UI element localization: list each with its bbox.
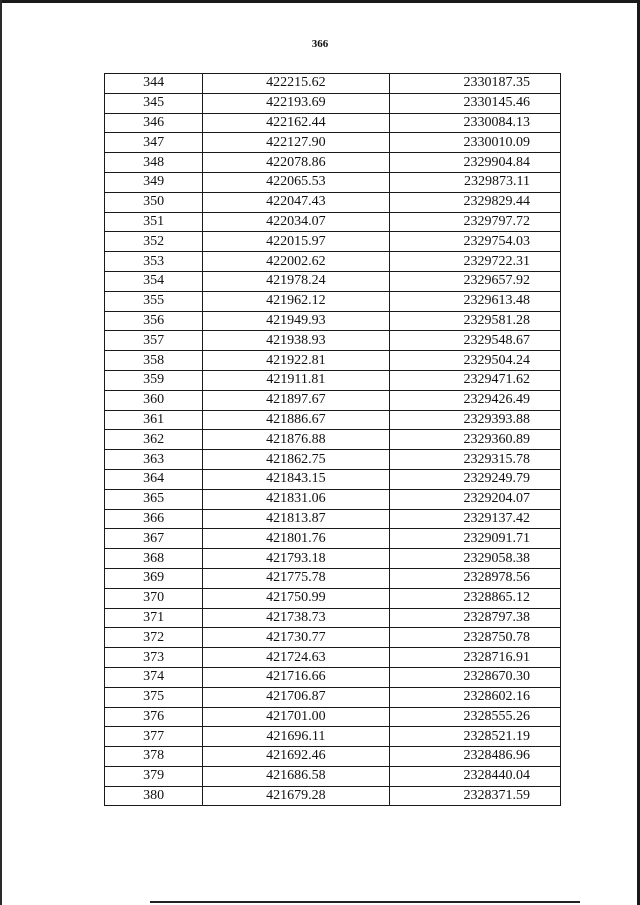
y-coordinate-cell: 2330145.46	[389, 93, 560, 113]
table-row	[105, 529, 561, 549]
point-number-cell: 352	[105, 232, 203, 252]
point-number-cell: 361	[105, 410, 203, 430]
table-row	[105, 113, 561, 133]
table-row	[105, 588, 561, 608]
point-number-cell: 345	[105, 93, 203, 113]
y-coordinate-cell: 2329426.49	[389, 390, 560, 410]
y-coordinate-cell: 2328670.30	[389, 667, 560, 687]
y-coordinate-cell: 2329722.31	[389, 252, 560, 272]
point-number-cell: 368	[105, 549, 203, 569]
y-coordinate-cell: 2329471.62	[389, 370, 560, 390]
x-coordinate-cell: 421692.46	[203, 747, 389, 767]
point-number-cell: 380	[105, 786, 203, 806]
point-number-cell: 379	[105, 766, 203, 786]
x-coordinate-cell: 421679.28	[203, 786, 389, 806]
point-number-cell: 355	[105, 291, 203, 311]
y-coordinate-cell: 2329091.71	[389, 529, 560, 549]
coordinate-table-body	[105, 74, 561, 806]
y-coordinate-cell: 2328797.38	[389, 608, 560, 628]
table-row	[105, 172, 561, 192]
x-coordinate-cell: 421938.93	[203, 331, 389, 351]
y-coordinate-cell: 2329504.24	[389, 351, 560, 371]
y-coordinate-cell: 2328486.96	[389, 747, 560, 767]
x-coordinate-cell: 421813.87	[203, 509, 389, 529]
x-coordinate-cell: 421738.73	[203, 608, 389, 628]
table-row	[105, 93, 561, 113]
point-number-cell: 360	[105, 390, 203, 410]
point-number-cell: 364	[105, 469, 203, 489]
point-number-cell: 375	[105, 687, 203, 707]
point-number-cell: 362	[105, 430, 203, 450]
x-coordinate-cell: 421706.87	[203, 687, 389, 707]
y-coordinate-cell: 2328521.19	[389, 727, 560, 747]
table-row	[105, 390, 561, 410]
point-number-cell: 365	[105, 489, 203, 509]
x-coordinate-cell: 421949.93	[203, 311, 389, 331]
scan-border-left	[0, 0, 2, 905]
y-coordinate-cell: 2328750.78	[389, 628, 560, 648]
table-row	[105, 153, 561, 173]
y-coordinate-cell: 2329581.28	[389, 311, 560, 331]
y-coordinate-cell: 2329548.67	[389, 331, 560, 351]
point-number-cell: 350	[105, 192, 203, 212]
table-row	[105, 252, 561, 272]
y-coordinate-cell: 2328602.16	[389, 687, 560, 707]
point-number-cell: 376	[105, 707, 203, 727]
y-coordinate-cell: 2329249.79	[389, 469, 560, 489]
point-number-cell: 349	[105, 172, 203, 192]
y-coordinate-cell: 2329829.44	[389, 192, 560, 212]
table-row	[105, 667, 561, 687]
point-number-cell: 346	[105, 113, 203, 133]
x-coordinate-cell: 422015.97	[203, 232, 389, 252]
x-coordinate-cell: 421978.24	[203, 271, 389, 291]
table-row	[105, 766, 561, 786]
y-coordinate-cell: 2330010.09	[389, 133, 560, 153]
coordinate-table	[104, 73, 561, 806]
point-number-cell: 369	[105, 568, 203, 588]
table-row	[105, 232, 561, 252]
point-number-cell: 357	[105, 331, 203, 351]
x-coordinate-cell: 422034.07	[203, 212, 389, 232]
point-number-cell: 377	[105, 727, 203, 747]
x-coordinate-cell: 421793.18	[203, 549, 389, 569]
point-number-cell: 373	[105, 648, 203, 668]
table-row	[105, 747, 561, 767]
y-coordinate-cell: 2330084.13	[389, 113, 560, 133]
x-coordinate-cell: 421696.11	[203, 727, 389, 747]
table-row	[105, 628, 561, 648]
point-number-cell: 348	[105, 153, 203, 173]
point-number-cell: 351	[105, 212, 203, 232]
point-number-cell: 374	[105, 667, 203, 687]
y-coordinate-cell: 2329058.38	[389, 549, 560, 569]
page-number: 366	[311, 38, 329, 50]
x-coordinate-cell: 421843.15	[203, 469, 389, 489]
y-coordinate-cell: 2329904.84	[389, 153, 560, 173]
table-row	[105, 351, 561, 371]
table-row	[105, 370, 561, 390]
table-row	[105, 331, 561, 351]
table-row	[105, 271, 561, 291]
table-row	[105, 687, 561, 707]
x-coordinate-cell: 421701.00	[203, 707, 389, 727]
x-coordinate-cell: 422047.43	[203, 192, 389, 212]
x-coordinate-cell: 421716.66	[203, 667, 389, 687]
y-coordinate-cell: 2329873.11	[389, 172, 560, 192]
point-number-cell: 372	[105, 628, 203, 648]
y-coordinate-cell: 2329657.92	[389, 271, 560, 291]
y-coordinate-cell: 2328555.26	[389, 707, 560, 727]
y-coordinate-cell: 2328440.04	[389, 766, 560, 786]
table-row	[105, 489, 561, 509]
point-number-cell: 347	[105, 133, 203, 153]
y-coordinate-cell: 2328716.91	[389, 648, 560, 668]
y-coordinate-cell: 2329393.88	[389, 410, 560, 430]
x-coordinate-cell: 422215.62	[203, 74, 389, 94]
table-row	[105, 707, 561, 727]
table-row	[105, 311, 561, 331]
scan-border-top	[0, 0, 640, 3]
x-coordinate-cell: 422002.62	[203, 252, 389, 272]
x-coordinate-cell: 422065.53	[203, 172, 389, 192]
point-number-cell: 371	[105, 608, 203, 628]
y-coordinate-cell: 2329613.48	[389, 291, 560, 311]
point-number-cell: 353	[105, 252, 203, 272]
point-number-cell: 367	[105, 529, 203, 549]
table-row	[105, 192, 561, 212]
x-coordinate-cell: 422127.90	[203, 133, 389, 153]
x-coordinate-cell: 421911.81	[203, 370, 389, 390]
table-row	[105, 450, 561, 470]
table-row	[105, 608, 561, 628]
point-number-cell: 363	[105, 450, 203, 470]
y-coordinate-cell: 2329360.89	[389, 430, 560, 450]
table-row	[105, 430, 561, 450]
table-row	[105, 212, 561, 232]
table-row	[105, 568, 561, 588]
table-row	[105, 549, 561, 569]
x-coordinate-cell: 422193.69	[203, 93, 389, 113]
y-coordinate-cell: 2328978.56	[389, 568, 560, 588]
point-number-cell: 370	[105, 588, 203, 608]
scan-border-bottom	[150, 901, 580, 903]
x-coordinate-cell: 421897.67	[203, 390, 389, 410]
table-row	[105, 291, 561, 311]
x-coordinate-cell: 421831.06	[203, 489, 389, 509]
x-coordinate-cell: 421962.12	[203, 291, 389, 311]
y-coordinate-cell: 2329137.42	[389, 509, 560, 529]
x-coordinate-cell: 421876.88	[203, 430, 389, 450]
y-coordinate-cell: 2330187.35	[389, 74, 560, 94]
x-coordinate-cell: 421886.67	[203, 410, 389, 430]
x-coordinate-cell: 421750.99	[203, 588, 389, 608]
y-coordinate-cell: 2329315.78	[389, 450, 560, 470]
point-number-cell: 354	[105, 271, 203, 291]
x-coordinate-cell: 421922.81	[203, 351, 389, 371]
table-row	[105, 648, 561, 668]
point-number-cell: 358	[105, 351, 203, 371]
table-row	[105, 786, 561, 806]
y-coordinate-cell: 2329754.03	[389, 232, 560, 252]
table-row	[105, 469, 561, 489]
table-row	[105, 727, 561, 747]
y-coordinate-cell: 2329204.07	[389, 489, 560, 509]
x-coordinate-cell: 421801.76	[203, 529, 389, 549]
point-number-cell: 344	[105, 74, 203, 94]
table-row	[105, 410, 561, 430]
x-coordinate-cell: 421724.63	[203, 648, 389, 668]
x-coordinate-cell: 421862.75	[203, 450, 389, 470]
point-number-cell: 378	[105, 747, 203, 767]
point-number-cell: 366	[105, 509, 203, 529]
y-coordinate-cell: 2329797.72	[389, 212, 560, 232]
y-coordinate-cell: 2328371.59	[389, 786, 560, 806]
y-coordinate-cell: 2328865.12	[389, 588, 560, 608]
x-coordinate-cell: 421730.77	[203, 628, 389, 648]
table-row	[105, 133, 561, 153]
table-row	[105, 74, 561, 94]
x-coordinate-cell: 421775.78	[203, 568, 389, 588]
x-coordinate-cell: 422078.86	[203, 153, 389, 173]
point-number-cell: 356	[105, 311, 203, 331]
point-number-cell: 359	[105, 370, 203, 390]
x-coordinate-cell: 421686.58	[203, 766, 389, 786]
table-row	[105, 509, 561, 529]
x-coordinate-cell: 422162.44	[203, 113, 389, 133]
